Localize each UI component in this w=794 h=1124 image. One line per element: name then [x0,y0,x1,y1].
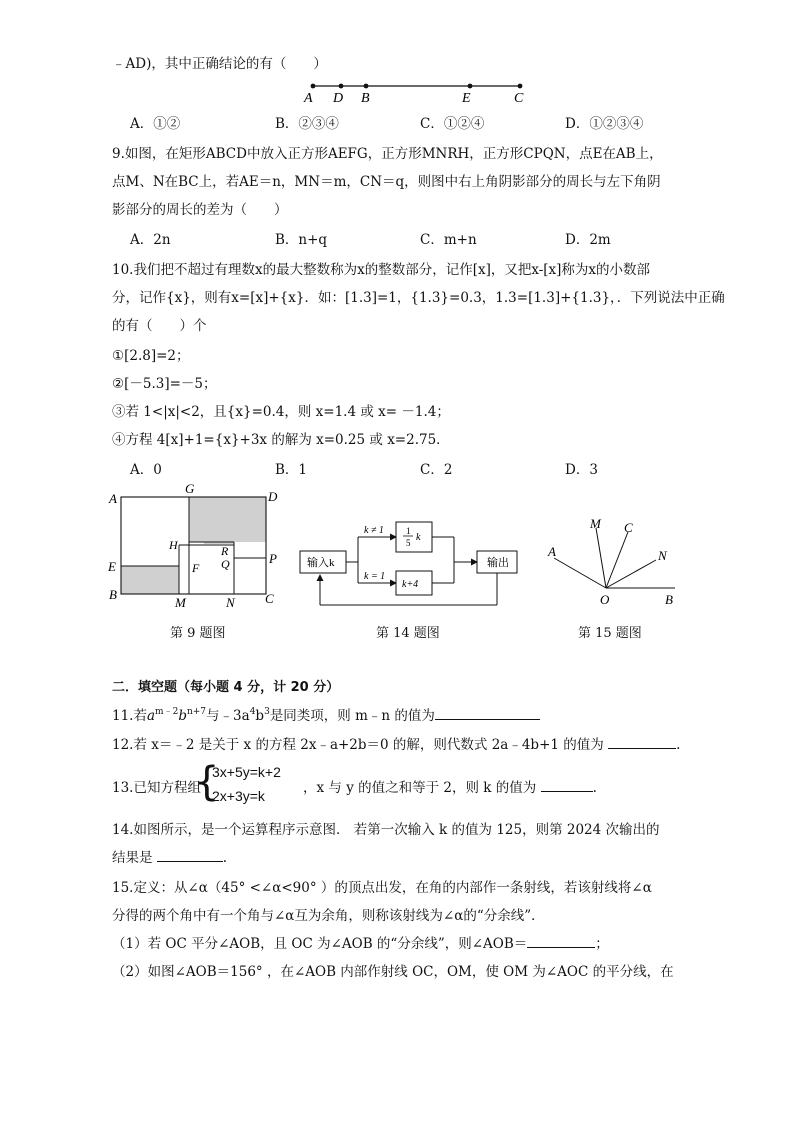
q13-tail [303,776,597,796]
q13-prefix: 13.已知方程组 [112,780,201,796]
q10-option-c: C．2 [420,462,453,478]
q10-line2: 分，记作{x}，则有x=[x]+{x}．如：[1.3]=1，{1.3}=0.3，1.3=[1.3]+{1.3}，．下列说法中正确 [112,290,725,306]
q13-brace-icon: { [194,759,220,805]
fig14-op-top-var: k [416,532,421,543]
fig9-label-r: R [221,544,229,558]
q14-line1: 14.如图所示，是一个运算程序示意图． 若第一次输入 k 的值为 125，则第 2024 次输出的 [112,822,660,838]
numberline-label-b: B [361,91,370,106]
q9-option-c: C．m+n [420,232,477,248]
q10-item-4: ④方程 4[x]+1={x}+3x 的解为 x=0.25 或 x=2.75． [112,432,450,448]
q8-option-c: C．①②④ [420,116,485,132]
q13-eq1: 3x+5y=k+2 [212,764,281,780]
numberline-label-c: C [514,91,524,106]
q11-exp-a: m﹣2 [155,707,179,717]
q10-item-3: ③若 1<|x|<2，且{x}=0.4，则 x=1.4 或 x= －1.4； [112,404,450,420]
q14-line2 [112,846,227,866]
q10-item-2: ②[－5.3]=－5； [112,376,217,392]
fig15-label-b: B [665,592,673,607]
q8-options [130,112,690,132]
q14-line2-text: 结果是 [112,850,153,866]
fig15-label-n: N [658,548,667,563]
numberline-label-e: E [462,91,471,106]
fig14-caption: 第 14 题图 [376,626,440,641]
fig9-label-p: P [269,551,277,566]
fig14-output-label: 输出 [487,557,509,569]
q12-end: . [676,737,681,753]
q13-suffix: ，x 与 y 的值之和等于 2，则 k 的值为 [303,780,537,796]
q12-answer-blank[interactable] [608,734,676,749]
fig14-op-top-box [396,522,432,552]
q15-line2: 分得的两个角中有一个角与∠α互为余角，则称该射线为∠α的“分余线”． [112,908,545,924]
q8-tail: ﹣AD)，其中正确结论的有（ ） [112,56,327,72]
section2-heading: 二．填空题（每小题 4 分，计 20 分） [112,680,340,695]
q11-prefix: 11.若 [112,708,147,724]
q8-option-b: B．②③④ [275,116,339,132]
q11-answer-blank[interactable] [435,705,540,720]
q11-mid2: b [255,708,265,724]
q8-option-a: A．①② [130,116,181,132]
numberline-label-d: D [333,91,344,106]
fig15-label-o: O [600,592,610,607]
fig9-label-e: E [108,559,116,574]
fig14-op-top-den: 5 [406,538,411,548]
q15-line3-end: ； [595,936,609,952]
q9-option-d: D．2m [565,232,611,248]
fig15-label-m: M [590,516,601,531]
q10-line3: 的有（ ）个 [112,318,207,334]
q13-eq2: 2x+3y=k [212,788,265,804]
numberline-label-a: A [304,91,313,106]
figure-14 [296,515,536,615]
q12-line [112,733,680,753]
q10-item-1: ①[2.8]=2； [112,348,190,364]
q15-line3 [112,932,609,952]
q14-answer-blank[interactable] [157,847,223,862]
q9-options [130,228,690,248]
figure-15 [540,512,690,612]
q15-line3-text: （1）若 OC 平分∠AOB，且 OC 为∠AOB 的“分余线”，则∠AOB＝ [112,936,528,952]
fig9-label-c: C [265,591,274,606]
fig14-op-top-num: 1 [406,526,411,536]
fig15-caption: 第 15 题图 [578,626,642,641]
q10-option-d: D．3 [565,462,598,478]
q14-end: . [222,850,228,866]
q9-line3: 影部分的周长的差为（ ） [112,202,288,218]
q11-exp-a2: 4 [249,707,256,717]
fig9-label-a: A [109,491,117,506]
q11-base-b: b [178,708,187,724]
fig9-label-f: F [192,561,200,575]
fig15-label-c: C [624,520,633,535]
q10-options [130,458,690,478]
q10-option-a: A．0 [130,462,162,478]
q11-suffix: 是同类项，则 m﹣n 的值为 [269,708,435,724]
q9-option-a: A．2n [130,232,171,248]
figure-9 [105,483,305,613]
fig9-label-g: G [185,483,195,496]
q9-line1: 9.如图，在矩形ABCD中放入正方形AEFG，正方形MNRH，正方形CPQN，点E在AB上， [112,146,663,162]
q9-option-b: B．n+q [275,232,328,248]
fig14-cond-bottom: k = 1 [364,571,386,582]
q9-line2: 点M、N在BC上，若AE＝n，MN＝m，CN＝q，则图中右上角阴影部分的周长与左下角阴 [112,174,661,190]
fig9-label-m: M [175,595,186,610]
q10-option-b: B．1 [275,462,308,478]
fig9-label-h: H [169,538,178,552]
q11-mid: 与﹣3a [206,708,250,724]
fig14-input-label: 输入k [307,557,335,569]
fig9-caption: 第 9 题图 [170,626,226,641]
q12-text: 12.若 x＝﹣2 是关于 x 的方程 2x﹣a+2b＝0 的解，则代数式 2a﹣4b+1 的值为 [112,737,604,753]
fig9-label-b: B [109,587,117,602]
fig9-label-q: Q [221,557,230,571]
q13-answer-blank[interactable] [541,777,593,792]
q15-line4: （2）如图∠AOB＝156° ，在∠AOB 内部作射线 OC，OM，使 OM 为∠AOC 的平分线，在 [112,964,674,980]
q11-exp-b: n+7 [186,707,207,717]
fig9-label-d: D [268,489,278,504]
q15-answer-blank[interactable] [527,933,595,948]
fig14-op-bottom-label: k+4 [402,579,419,590]
q11-base-a: a [146,708,156,724]
q11-line [112,704,540,724]
q8-option-d: D．①②③④ [565,116,644,132]
fig9-label-n: N [226,595,235,610]
fig15-label-a: A [548,544,556,559]
q11-exp-b2: 3 [264,707,270,717]
q15-line1: 15.定义：从∠α（45° <∠α<90° ）的顶点出发，在角的内部作一条射线，若该射线将∠α [112,880,652,896]
fig14-cond-top: k ≠ 1 [364,525,384,536]
q13-end: . [592,780,597,796]
q10-line1: 10.我们把不超过有理数x的最大整数称为x的整数部分，记作[x]，又把x-[x]称为x的小数部 [112,262,651,278]
